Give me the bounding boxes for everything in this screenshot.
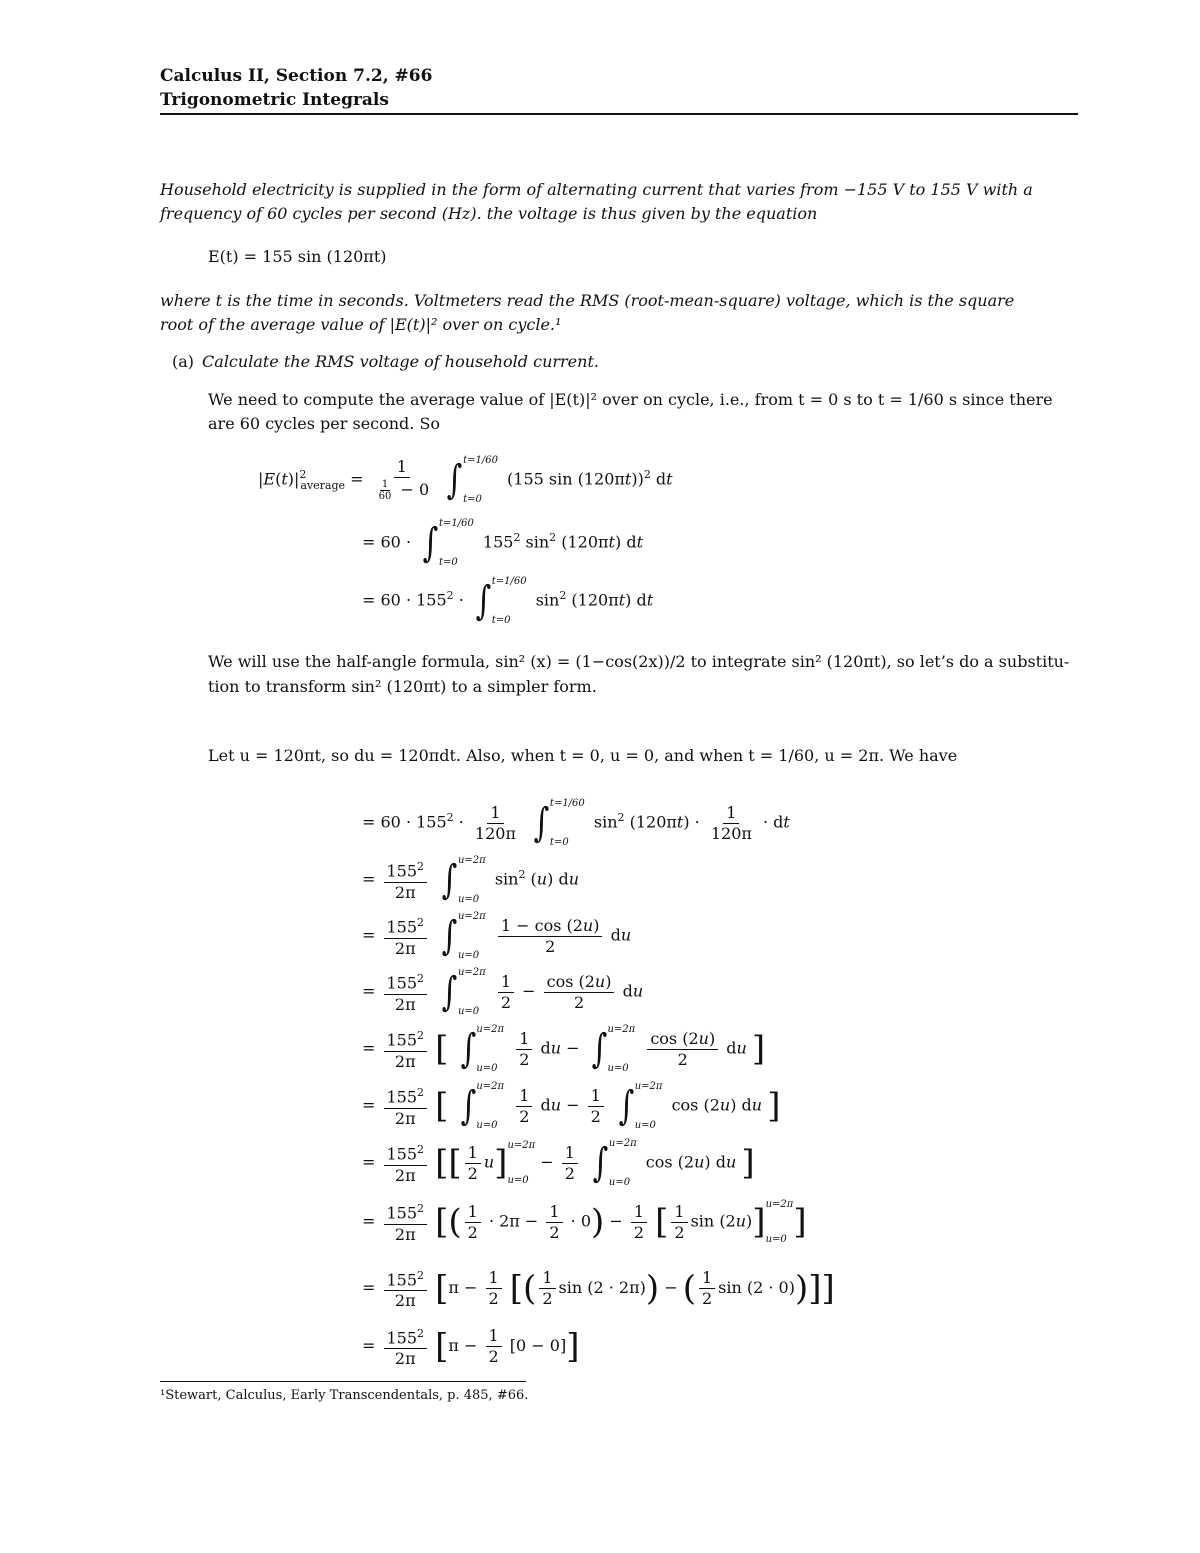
equation-sub-2: = $\frac{155^2}{2\pi}$ ∫ u=2π u=0 $\sin^2 (u)$ du [362, 855, 579, 905]
half-angle-line-1: We will use the half-angle formula, sin² (x) = (1−cos(2x))/2 to integrate sin² (120πt), so let’s do a substitu- [208, 652, 1070, 671]
header-title: Calculus II, Section 7.2, #66 [160, 66, 433, 86]
equation-sub-6: = $\frac{155^2}{2\pi}$ [ ∫ u=2π u=0 $\frac{1}{2}$ du − $\frac{1}{2}$ ∫ u=2π u=0 cos (2u) du ] [362, 1081, 781, 1131]
part-a-label: (a) [172, 352, 195, 371]
problem-line-1: Household electricity is supplied in the form of alternating current that varies from −155 V to 155 V with a [160, 180, 1033, 199]
part-a-intro-line-2: are 60 cycles per second. So [208, 414, 441, 433]
voltage-equation: E(t) = 155 sin (120πt) [208, 247, 387, 266]
problem-line-2: frequency of 60 cycles per second (Hz). the voltage is thus given by the equation [160, 204, 818, 223]
equation-sub-7: = $\frac{155^2}{2\pi}$ [[ $\frac{1}{2}$ u] u=2π u=0 − $\frac{1}{2}$ ∫ u=2π u=0 cos (2u) du ] [362, 1138, 755, 1188]
part-a-question [172, 350, 1052, 374]
footnote: ¹Stewart, Calculus, Early Transcendentals, p. 485, #66. [160, 1388, 529, 1403]
equation-sub-1: = $60 \cdot 155^2$ · $\frac{1}{120\pi}$ ∫ t=1/60 t=0 $\sin^2 (120\pi t)$ · $\frac{1}{120\pi}$ · dt [362, 798, 790, 848]
header-rule [160, 113, 1078, 115]
problem-line-3: where t is the time in seconds. Voltmeters read the RMS (root-mean-square) voltage, which is the square [160, 291, 1015, 310]
equation-sub-4: = $\frac{155^2}{2\pi}$ ∫ u=2π u=0 $\frac{1}{2}$ − $\frac{\cos (2u)}{2}$ du [362, 967, 644, 1017]
equation-average-1: $|E(t)|^2_{average}$ = 1 $\frac{1}{60}$ − 0 ∫ t=1/60 t=0 (155 sin (120πt))$^2$ dt [258, 455, 673, 505]
part-a-question-text: Calculate the RMS voltage of household current. [202, 352, 599, 371]
half-angle-line-2: tion to transform sin² (120πt) to a simpler form. [208, 677, 597, 696]
footnote-rule [160, 1381, 526, 1382]
problem-line-4: root of the average value of |E(t)|² over on cycle.¹ [160, 315, 562, 334]
document-header [160, 64, 1078, 112]
header-subtitle: Trigonometric Integrals [160, 90, 389, 110]
equation-sub-5: = $\frac{155^2}{2\pi}$ [ ∫ u=2π u=0 $\frac{1}{2}$ du − ∫ u=2π u=0 $\frac{\cos (2u)}{2}$ du ] [362, 1024, 766, 1074]
equation-sub-9: = $\frac{155^2}{2\pi}$ [π − $\frac{1}{2}$ [( $\frac{1}{2}$ sin (2 · 2π)) − ( $\frac{1}{2}$ sin (2 · 0))]] [362, 1268, 835, 1311]
equation-sub-3: = $\frac{155^2}{2\pi}$ ∫ u=2π u=0 $\frac{1 - \cos (2u)}{2}$ du [362, 911, 632, 961]
equation-average-2: = 60 · ∫ t=1/60 t=0 $155^2$ $\sin^2 (120\pi t)$ dt [362, 518, 643, 568]
equation-sub-10: = $\frac{155^2}{2\pi}$ [π − $\frac{1}{2}$ [0 − 0]] [362, 1326, 580, 1369]
equation-average-3: = $60 \cdot 155^2$ · ∫ t=1/60 t=0 $\sin^2 (120\pi t)$ dt [362, 576, 654, 626]
part-a-intro-line-1: We need to compute the average value of |E(t)|² over on cycle, i.e., from t = 0 s to t = 1/60 s since there [208, 390, 1053, 409]
substitution-line: Let u = 120πt, so du = 120πdt. Also, when t = 0, u = 0, and when t = 1/60, u = 2π. We have [208, 746, 958, 765]
equation-sub-8: = $\frac{155^2}{2\pi}$ [( $\frac{1}{2}$ · 2π − $\frac{1}{2}$ · 0) − $\frac{1}{2}$ [ $\frac{1}{2}$ sin (2u)] u=2π u=0 ] [362, 1199, 807, 1245]
